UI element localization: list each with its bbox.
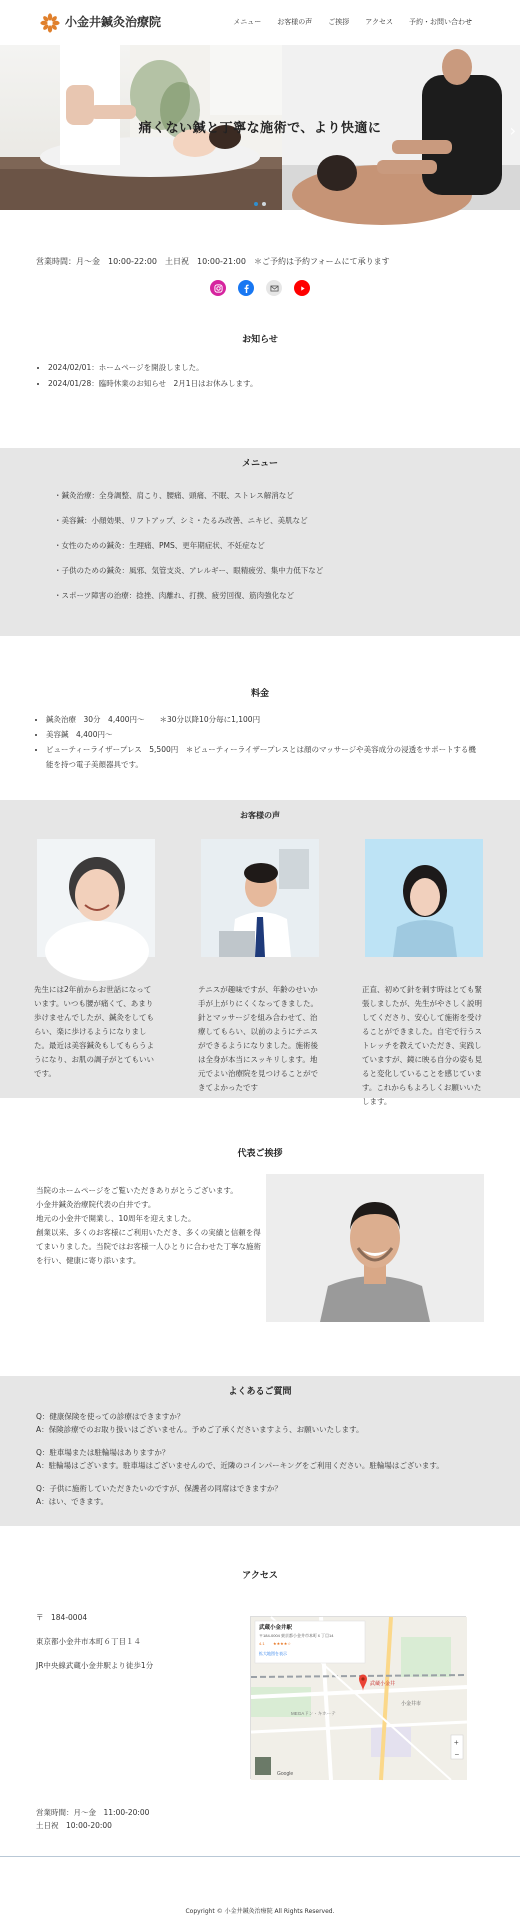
google-map[interactable] [250,1616,466,1779]
news-list [48,360,520,392]
svg-text:★★★★☆: ★★★★☆ [273,1641,291,1647]
faq-list [36,1410,520,1508]
social-links [0,280,520,296]
faq-item [36,1446,520,1472]
map-card-title: 武蔵小金井駅 [259,1625,293,1632]
slider-dot-2[interactable] [262,202,266,206]
faq-answer: A：駐輪場はございます。駐車場はございませんので、近隣のコインパーキングをご利用ください。駐輪場はございます。 [36,1461,444,1471]
map-google-label: Google [277,1771,294,1778]
menu-section [0,448,520,636]
map-street-label: MEGAドン・キホーテ [291,1711,336,1717]
faq-section [0,1376,520,1526]
faq-title: よくあるご質問 [228,1387,292,1398]
access-title: アクセス [242,1571,278,1582]
access-section [0,1526,520,1836]
menu-title: メニュー [241,459,278,470]
menu-list [54,490,520,615]
faq-question: Q：健康保険を使っての診療はできますか？ [36,1412,185,1422]
menu-item: ・スポーツ障害の治療：捻挫、肉離れ、打撲、疲労回復、筋肉強化など [54,591,295,601]
greeting-line: 小金井鍼灸治療院代表の白井です。 [36,1200,156,1210]
hero-slider [0,45,520,210]
hero-title: 痛くない鍼と丁寧な施術で、より快適に [138,121,382,136]
greeting-line: 創業以来、多くのお客様にご利用いただき、多くの実績と信頼を得てまいりました。当院ではお客様一人ひとりに合わせた丁寧な施術を行い、健康に寄り添います。 [36,1228,261,1266]
greeting-title: 代表ご挨拶 [237,1149,283,1160]
news-item: • 2024/01/28：臨時休業のお知らせ 2月1日はお休みします。 [48,376,520,392]
nav-item-voices[interactable]: お客様の声 [277,18,313,27]
footer-divider [0,1856,520,1857]
menu-item: ・子供のための鍼灸：風邪、気管支炎、アレルギー、眼精疲労、集中力低下など [54,566,324,576]
nav-item-access[interactable]: アクセス [365,18,393,27]
voices-section [0,800,520,1106]
svg-text:−: − [454,1750,460,1760]
customer-photo-elderly-woman [37,839,155,957]
faq-item [36,1482,520,1508]
flower-logo-icon [40,13,60,33]
news-title: お知らせ [242,335,278,346]
menu-item: ・鍼灸治療：全身調整、肩こり、腰痛、頭痛、不眠、ストレス解消など [54,491,294,501]
greeting-line: 当院のホームページをご覧いただきありがとうございます。 [36,1186,238,1196]
menu-item: ・美容鍼：小顔効果、リフトアップ、シミ・たるみ改善、ニキビ、美肌など [54,516,308,526]
logo[interactable] [40,13,161,33]
voice-text: 先生には2年前からお世話になっています。いつも腰が痛くて、あまり歩けませんでしたが、鍼灸をしてもらい、楽に歩けるようになりました。最近は美容鍼灸もしてもらうようになり、お肌の調子がとてもいいです。 [34,984,154,1078]
instagram-icon[interactable] [210,280,226,296]
slider-dot-1[interactable] [254,202,258,206]
greeting-text [36,1174,266,1322]
voice-text: テニスが趣味ですが、年齢のせいか手が上がりにくくなってきました。針とマッサージを組み合わせて、治療してもらい、以前のようにテニスができるようになりました。施術後は全身が本当にスッキリします。地元でよい治療院を見つけることができてよかったです [198,984,318,1092]
price-item: • ビューティーライザープレス 5,500円 ＊ビューティーライザープレスとは顔のマッサージや美容成分の浸透をサポートする機能を持つ電子美顔器具です。 [46,742,520,772]
site-header [0,0,520,45]
customer-photo-businessman [201,839,319,957]
representative-photo [266,1174,484,1322]
mail-icon[interactable] [266,280,282,296]
business-hours: 営業時間：月〜金 10:00-22:00 土日祝 10:00-21:00 ＊ご予約は予約フォームにて承ります [36,257,390,266]
faq-question: Q：駐車場または駐輪場はありますか？ [36,1448,170,1458]
nav-item-greeting[interactable]: ご挨拶 [328,18,350,27]
faq-question: Q：子供に施術していただきたいのですが、保護者の同席はできますか？ [36,1484,282,1494]
station-directions: JR中央線武蔵小金井駅より徒歩1分 [36,1660,154,1670]
access-business-hours [36,1806,149,1832]
map-enlarge-link[interactable]: 拡大地図を表示 [259,1651,287,1657]
news-item: • 2024/02/01：ホームページを開設しました。 [48,360,520,376]
voices-title: お客様の声 [240,811,280,821]
hero-next-arrow-icon[interactable]: › [509,121,516,140]
voice-card [362,839,486,1109]
postal-code: 〒 184-0004 [36,1613,88,1623]
faq-answer: A：保険診療でのお取り扱いはございません。予めご了承くださいますよう、お願いいたします。 [36,1425,364,1435]
price-item: • 美容鍼 4,400円〜 [46,727,520,742]
hours-weekend: 土日祝 10:00-20:00 [36,1821,112,1831]
svg-text:+: + [454,1738,459,1748]
greeting-section [0,1098,520,1376]
nav-item-menu[interactable]: メニュー [233,18,262,27]
address: 東京都小金井市本町６丁目１４ [36,1637,141,1647]
faq-item [36,1410,520,1436]
slider-dots [0,202,520,206]
map-card-rating: 4.1 [259,1641,265,1647]
voice-text: 正直、初めて針を刺す時はとても緊張しましたが、先生がやさしく説明してくださり、安心して施術を受けることができました。自宅で行うストレッチを教えていただき、実践していますが、鏡に映る自分の姿も見ると変化していることを感じています。これからもよろしくお願いいたします。 [362,984,482,1106]
price-section [0,636,520,800]
customer-photo-young-woman [365,839,483,957]
map-pin-label: 武蔵小金井 [370,1681,396,1688]
price-item: • 鍼灸治療 30分 4,400円〜 ＊30分以降10分毎に1,100円 [46,712,520,727]
greeting-line: 地元の小金井で開業し、10周年を迎えました。 [36,1214,196,1224]
voice-card [34,839,158,1109]
hours-weekday: 営業時間：月〜金 11:00-20:00 [36,1808,150,1818]
map-place-label: 小金井市 [401,1701,422,1708]
voices-row [0,839,520,1109]
price-title: 料金 [250,689,269,700]
map-card-address: 〒184-0004 東京都小金井市本町６丁目14 [259,1633,334,1639]
voice-card [198,839,322,1109]
nav-item-reservation[interactable]: 予約・お問い合わせ [409,18,472,27]
faq-answer: A：はい、できます。 [36,1497,109,1507]
price-list [46,712,520,772]
menu-item: ・女性のための鍼灸：生理痛、PMS、更年期症状、不妊症など [54,541,265,551]
main-nav [233,17,472,28]
youtube-icon[interactable] [294,280,310,296]
news-section [0,296,520,448]
greeting-row [0,1174,520,1322]
facebook-icon[interactable] [238,280,254,296]
logo-text: 小金井鍼灸治療院 [65,15,162,30]
copyright: Copyright © 小金井鍼灸治療院 All Rights Reserved. [185,1908,335,1916]
access-info [36,1612,153,1683]
